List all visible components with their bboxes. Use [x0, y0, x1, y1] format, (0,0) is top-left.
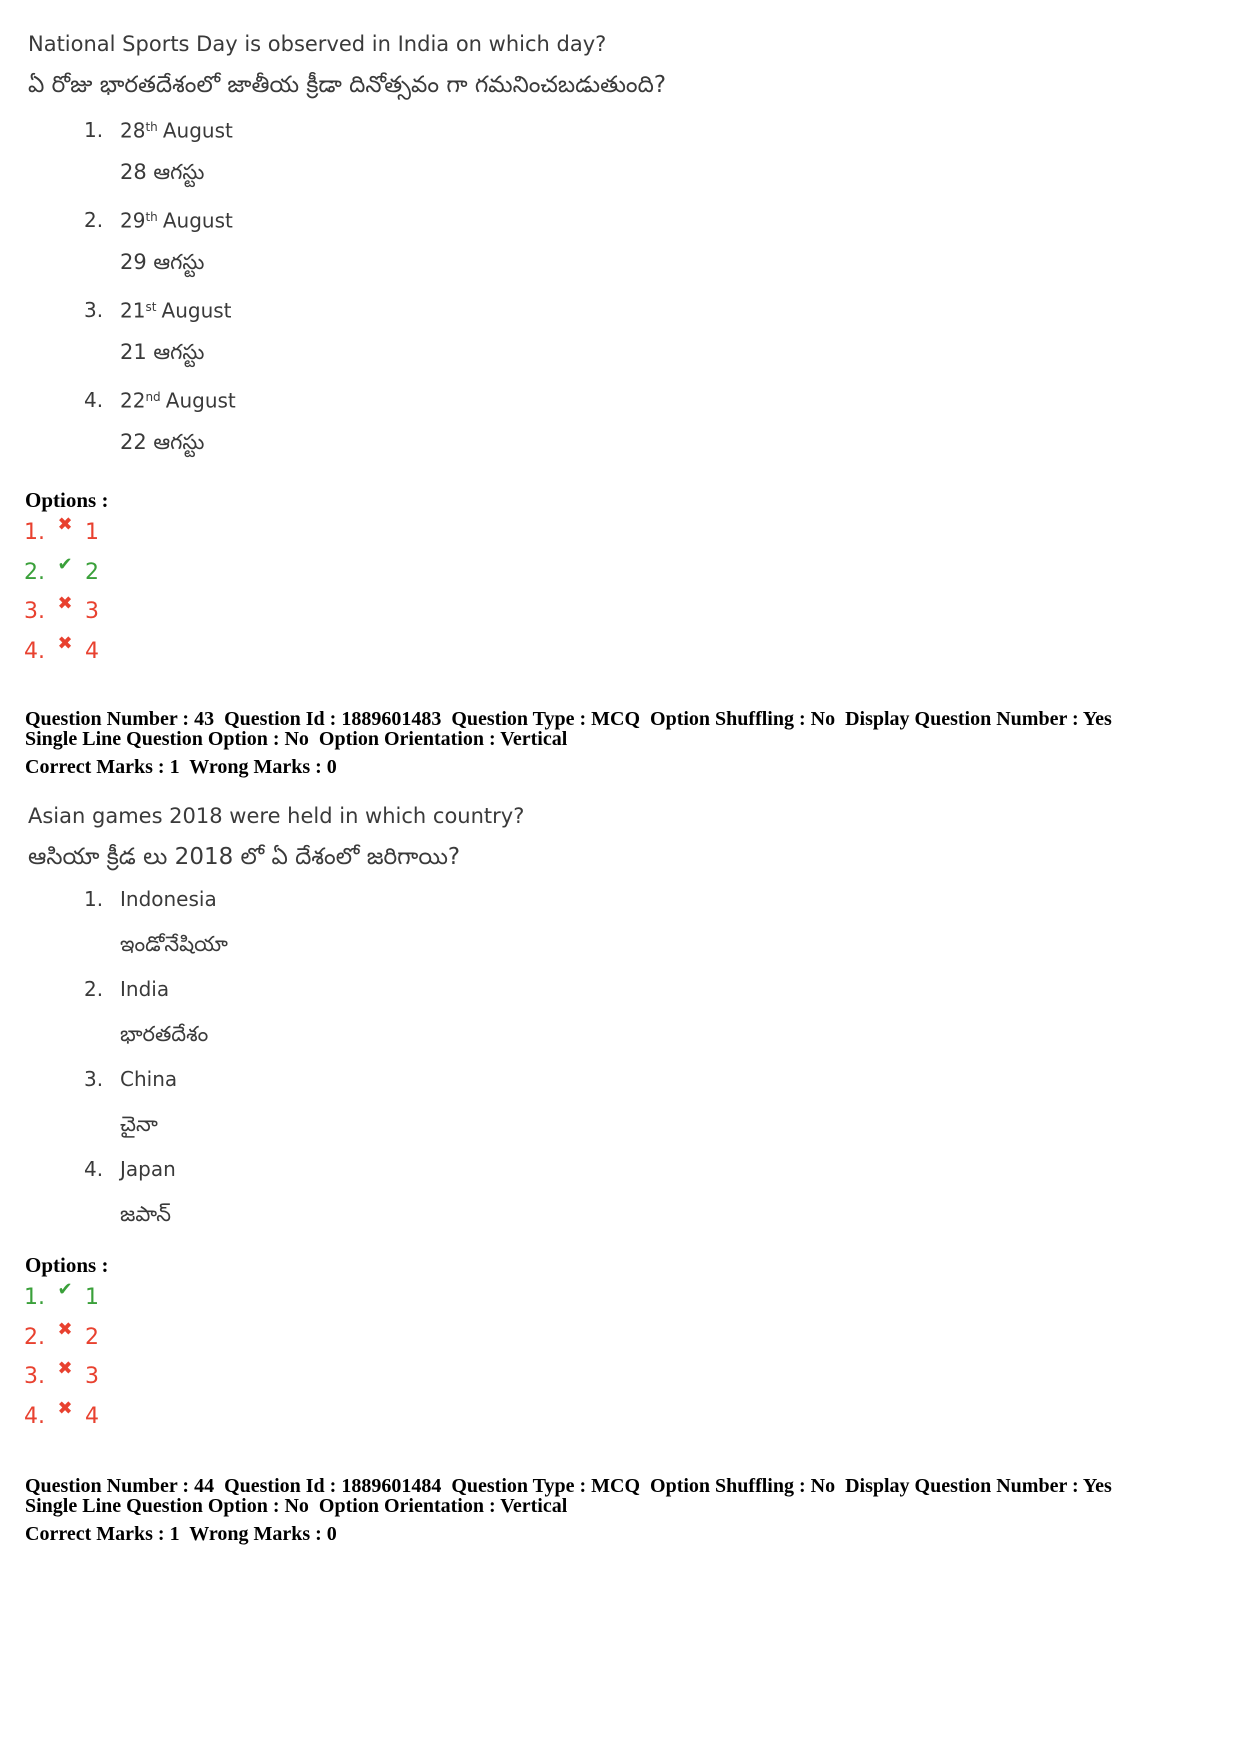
question-42-text-english: National Sports Day is observed in India on which day? [28, 32, 607, 56]
question-43-choice-2: 2. India భారతదేశం [84, 967, 524, 1057]
question-42-choice-2: 2. 29th August 29 ఆగస్టు [84, 195, 666, 285]
option-row: 1. ✖ 1 [24, 513, 99, 553]
question-43-body [28, 801, 524, 1237]
choice-telugu: చైనా [120, 1112, 158, 1136]
option-row: 4. ✖ 4 [24, 632, 99, 672]
cross-icon: ✖ [57, 1397, 73, 1419]
option-row: 3. ✖ 3 [24, 1357, 99, 1397]
question-42-options [24, 513, 99, 671]
check-icon: ✔ [57, 553, 73, 575]
check-icon: ✔ [57, 1279, 73, 1300]
choice-telugu: 29 ఆగస్టు [120, 250, 205, 274]
cross-icon: ✖ [57, 1318, 73, 1340]
question-43-text-english: Asian games 2018 were held in which country? [28, 804, 525, 828]
choice-telugu: 22 ఆగస్టు [120, 430, 205, 454]
question-43-text-telugu: ఆసియా క్రీడ లు 2018 లో ఏ దేశంలో జరిగాయి? [28, 844, 461, 870]
question-43-options [24, 1278, 99, 1436]
question-43-choice-1: 1. Indonesia ఇండోనేషియా [84, 877, 524, 967]
question-42-choice-1: 1. 28th August 28 ఆగస్టు [84, 105, 666, 195]
question-42-choice-4: 4. 22nd August 22 ఆగస్టు [84, 375, 666, 465]
choice-telugu: ఇండోనేషియా [120, 932, 228, 956]
question-42-body [28, 29, 666, 465]
option-row: 4. ✖ 4 [24, 1397, 99, 1437]
question-43-choice-4: 4. Japan జపాన్ [84, 1147, 524, 1237]
option-row: 1. ✔ 1 [24, 1278, 99, 1318]
choice-telugu: 28 ఆగస్టు [120, 160, 205, 184]
option-row: 3. ✖ 3 [24, 592, 99, 632]
question-42-choice-3: 3. 21st August 21 ఆగస్టు [84, 285, 666, 375]
question-44-meta: Question Number : 44 Question Id : 1889601484 Question Type : MCQ Option Shuffling : No Display Question Number : Yes Single Line Question Option : No Option Orientation : Vertical Correct Marks : 1 Wrong Marks : 0 [25, 1475, 1112, 1545]
options-heading: Options : [25, 488, 109, 512]
question-42-text-telugu: ఏ రోజు భారతదేశంలో జాతీయ క్రీడా దినోత్సవం గా గమనించబడుతుంది? [28, 72, 667, 98]
option-row: 2. ✔ 2 [24, 553, 99, 593]
cross-icon: ✖ [57, 632, 73, 654]
question-43-choice-3: 3. China చైనా [84, 1057, 524, 1147]
question-43-meta: Question Number : 43 Question Id : 1889601483 Question Type : MCQ Option Shuffling : No Display Question Number : Yes Single Line Question Option : No Option Orientation : Vertical Correct Marks : 1 Wrong Marks : 0 [25, 708, 1112, 778]
choice-telugu: జపాన్ [120, 1202, 171, 1226]
choice-telugu: 21 ఆగస్టు [120, 340, 205, 364]
cross-icon: ✖ [57, 593, 73, 614]
option-row: 2. ✖ 2 [24, 1318, 99, 1358]
cross-icon: ✖ [57, 514, 73, 535]
cross-icon: ✖ [57, 1358, 73, 1379]
choice-telugu: భారతదేశం [120, 1022, 209, 1046]
options-heading: Options : [25, 1253, 109, 1277]
